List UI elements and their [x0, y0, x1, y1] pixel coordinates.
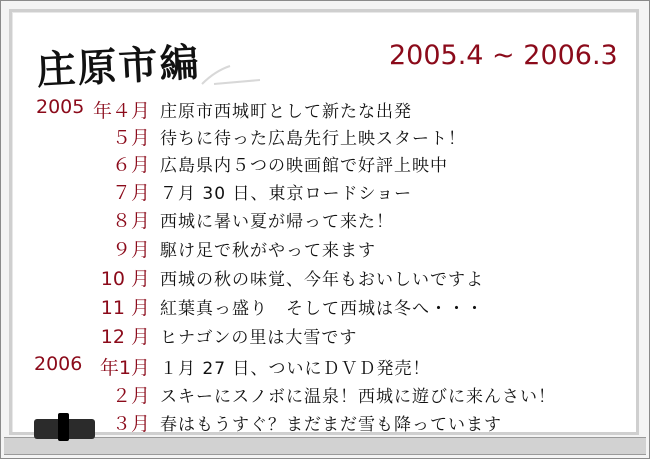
row-month: ６月	[111, 154, 150, 176]
timeline-row	[0, 150, 650, 175]
row-month: 11 月	[100, 297, 150, 319]
chalk-underline-decoration	[200, 62, 262, 86]
period-range: 2005.4 ~ 2006.3	[389, 40, 618, 71]
row-month: 12 月	[100, 326, 150, 348]
timeline-row	[0, 96, 650, 121]
row-month: ２月	[111, 385, 150, 407]
timeline-row	[0, 178, 650, 203]
row-month: 年1月	[99, 357, 150, 379]
row-text: 待ちに待った広島先行上映スタート！	[160, 129, 466, 149]
timeline-row	[0, 264, 650, 289]
eraser-handle	[58, 413, 69, 441]
row-text: １月 27 日、ついにＤＶＤ発売！	[160, 359, 431, 379]
timeline-row	[0, 235, 650, 260]
row-year: 2006	[34, 353, 83, 375]
timeline-row	[0, 206, 650, 231]
row-text: 西城に暑い夏が帰って来た！	[160, 212, 394, 232]
row-month: ５月	[111, 127, 150, 149]
row-text: 庄原市西城町として新たな出発	[160, 102, 412, 122]
timeline-row	[0, 381, 650, 406]
row-month: 年４月	[92, 100, 150, 122]
row-text: スキーにスノボに温泉！西城に遊びに来んさい！	[160, 387, 556, 407]
row-month: ８月	[111, 210, 150, 232]
row-month: ９月	[111, 239, 150, 261]
timeline-row	[0, 353, 650, 378]
row-text: ヒナゴンの里は大雪です	[160, 328, 358, 348]
row-year: 2005	[36, 96, 85, 118]
row-text: 広島県内５つの映画館で好評上映中	[160, 156, 448, 176]
row-month: ３月	[111, 413, 150, 435]
row-text: 紅葉真っ盛り そして西城は冬へ・・・	[160, 299, 484, 319]
timeline-row	[0, 409, 650, 434]
row-month: 10 月	[100, 268, 150, 290]
row-month: ７月	[111, 182, 150, 204]
row-text: 春はもうすぐ？まだまだ雪も降っています	[160, 415, 502, 435]
row-text: 西城の秋の味覚、今年もおいしいですよ	[160, 270, 484, 290]
row-text: 駆け足で秋がやって来ます	[160, 241, 376, 261]
marker-tray	[4, 437, 646, 455]
timeline-row	[0, 123, 650, 148]
timeline-row	[0, 322, 650, 347]
timeline-row	[0, 293, 650, 318]
page-title: 庄原市編	[35, 39, 202, 95]
row-text: ７月 30 日、東京ロードショー	[160, 184, 413, 204]
